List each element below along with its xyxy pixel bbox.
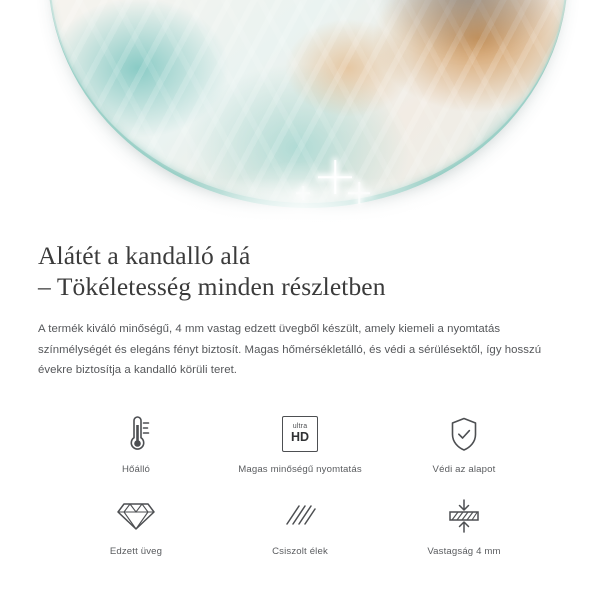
feature-label: Vastagság 4 mm [427, 545, 501, 557]
feature-label: Edzett üveg [109, 545, 163, 557]
polished-edges-icon [281, 493, 319, 539]
ultra-hd-top-label: ultra [292, 423, 308, 431]
shield-check-icon [447, 411, 481, 457]
headline-line-1: Alátét a kandalló alá [38, 241, 251, 270]
content-area [0, 240, 600, 557]
feature-label: Hőálló [121, 463, 151, 475]
page-title [38, 240, 562, 302]
product-glass-board [48, 0, 568, 208]
feature-grid [38, 411, 562, 557]
feature-label: Védi az alapot [432, 463, 496, 475]
headline-line-2: – Tökéletesség minden részletben [38, 272, 386, 301]
thermometer-icon [121, 411, 151, 457]
diamond-icon [116, 493, 156, 539]
thickness-icon [444, 493, 484, 539]
feature-item-surface-protection [382, 411, 546, 475]
hero-image [0, 0, 600, 228]
feature-item-heat-resistant [54, 411, 218, 475]
feature-item-polished-edges [218, 493, 382, 557]
ultra-hd-icon [282, 411, 318, 457]
feature-label: Magas minőségű nyomtatás [238, 463, 362, 475]
description-paragraph: A termék kiváló minőségű, 4 mm vastag edzett üvegből készült, amely kiemeli a nyomtatás színmélységét és elegáns fényt biztosít. Magas hőmérsékletálló, és védi a sérülésektől, így hosszú évekre biztosítja a kandalló körüli teret. [38, 323, 542, 376]
feature-item-tempered-glass [54, 493, 218, 557]
feature-item-thickness [382, 493, 546, 557]
feature-item-print-quality [218, 411, 382, 475]
ultra-hd-bottom-label: HD [290, 430, 310, 445]
feature-label: Csiszolt élek [272, 545, 328, 557]
